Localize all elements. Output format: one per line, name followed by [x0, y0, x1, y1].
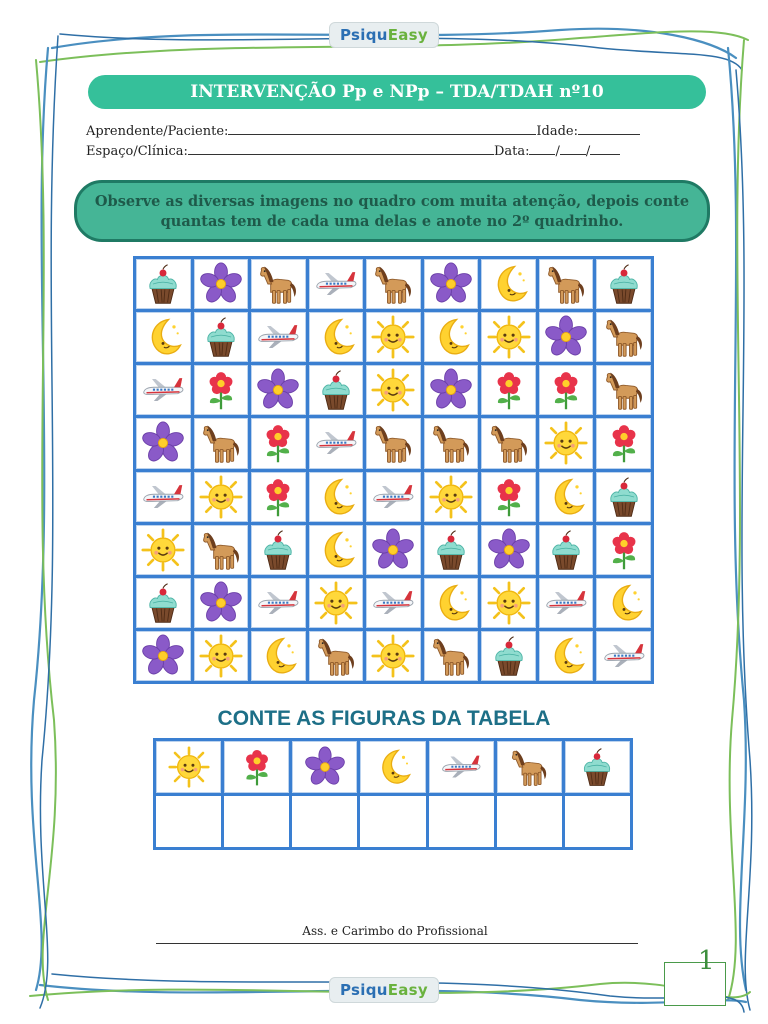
horse-icon — [314, 634, 358, 678]
grid-cell — [481, 259, 536, 309]
grid-cell — [366, 259, 421, 309]
moon-icon — [314, 475, 358, 519]
sun-icon — [199, 475, 243, 519]
grid-cell — [136, 312, 191, 362]
moon-icon — [544, 634, 588, 678]
grid-cell — [194, 312, 249, 362]
moon-icon — [314, 315, 358, 359]
count-figure-cell — [565, 741, 630, 793]
grid-cell — [539, 365, 594, 415]
count-figure-cell — [292, 741, 357, 793]
flower-icon — [487, 528, 531, 572]
place-field[interactable] — [188, 142, 494, 155]
sun-icon — [371, 368, 415, 412]
moon-icon — [602, 581, 646, 625]
sun-icon — [544, 421, 588, 465]
horse-icon — [371, 262, 415, 306]
flower-icon — [429, 368, 473, 412]
grid-cell — [481, 312, 536, 362]
rose-icon — [256, 421, 300, 465]
page-title: INTERVENÇÃO Pp e NPp – TDA/TDAH nº10 — [88, 75, 706, 109]
horse-icon — [487, 421, 531, 465]
grid-cell — [136, 578, 191, 628]
logo-text-part1: Psiqu — [340, 981, 388, 999]
psiqueasy-logo-top — [329, 22, 439, 48]
date-day-field[interactable] — [529, 142, 555, 155]
grid-cell — [424, 525, 479, 575]
page-number-box — [664, 962, 726, 1006]
grid-cell — [366, 365, 421, 415]
cupcake-icon — [429, 528, 473, 572]
cupcake-icon — [602, 475, 646, 519]
rose-icon — [487, 475, 531, 519]
grid-cell — [596, 312, 651, 362]
count-table — [153, 738, 633, 850]
grid-cell — [309, 631, 364, 681]
grid-cell — [136, 418, 191, 468]
grid-cell — [251, 525, 306, 575]
grid-cell — [596, 418, 651, 468]
sun-icon — [429, 475, 473, 519]
grid-cell — [424, 631, 479, 681]
grid-cell — [481, 418, 536, 468]
flower-icon — [199, 262, 243, 306]
logo-text-part2: Easy — [387, 26, 428, 44]
grid-cell — [481, 472, 536, 522]
sun-icon — [199, 634, 243, 678]
horse-icon — [371, 421, 415, 465]
grid-cell — [309, 472, 364, 522]
cupcake-icon — [602, 262, 646, 306]
grid-cell — [539, 418, 594, 468]
count-answer-cell[interactable] — [429, 796, 494, 848]
logo-text-part2: Easy — [387, 981, 428, 999]
grid-cell — [251, 365, 306, 415]
grid-cell — [596, 578, 651, 628]
instruction-line-2: quantas tem de cada uma delas e anote no 2º quadrinho. — [160, 213, 624, 230]
plane-icon — [314, 262, 358, 306]
grid-cell — [539, 631, 594, 681]
logo-text-part1: Psiqu — [340, 26, 388, 44]
grid-cell — [309, 312, 364, 362]
horse-icon — [199, 421, 243, 465]
plane-icon — [544, 581, 588, 625]
sun-icon — [314, 581, 358, 625]
grid-cell — [136, 472, 191, 522]
plane-icon — [141, 368, 185, 412]
rose-icon — [236, 746, 278, 788]
rose-icon — [544, 368, 588, 412]
grid-cell — [596, 631, 651, 681]
rose-icon — [199, 368, 243, 412]
grid-cell — [539, 578, 594, 628]
grid-cell — [194, 472, 249, 522]
grid-cell — [194, 259, 249, 309]
grid-cell — [539, 312, 594, 362]
rose-icon — [487, 368, 531, 412]
picture-grid — [133, 256, 654, 684]
grid-cell — [194, 418, 249, 468]
grid-cell — [136, 365, 191, 415]
grid-cell — [596, 525, 651, 575]
count-figure-cell — [429, 741, 494, 793]
sun-icon — [487, 315, 531, 359]
count-answer-cell[interactable] — [224, 796, 289, 848]
grid-cell — [251, 631, 306, 681]
grid-cell — [194, 365, 249, 415]
page-number: 1 — [698, 946, 715, 976]
date-separator: / — [585, 144, 591, 159]
cupcake-icon — [256, 528, 300, 572]
grid-cell — [309, 578, 364, 628]
signature-line — [156, 943, 638, 944]
plane-icon — [440, 746, 482, 788]
grid-cell — [136, 259, 191, 309]
plane-icon — [371, 475, 415, 519]
grid-cell — [309, 525, 364, 575]
instruction-line-1: Observe as diversas imagens no quadro com muita atenção, depois conte — [94, 193, 690, 210]
cupcake-icon — [576, 746, 618, 788]
grid-cell — [539, 472, 594, 522]
sun-icon — [371, 634, 415, 678]
moon-icon — [256, 634, 300, 678]
sun-icon — [487, 581, 531, 625]
sun-icon — [168, 746, 210, 788]
grid-cell — [539, 525, 594, 575]
horse-icon — [429, 421, 473, 465]
cupcake-icon — [141, 581, 185, 625]
count-figure-cell — [156, 741, 221, 793]
cupcake-icon — [487, 634, 531, 678]
count-answer-cell[interactable] — [292, 796, 357, 848]
grid-cell — [251, 578, 306, 628]
cupcake-icon — [141, 262, 185, 306]
flower-icon — [544, 315, 588, 359]
grid-cell — [481, 365, 536, 415]
grid-cell — [424, 365, 479, 415]
count-section-title: CONTE AS FIGURAS DA TABELA — [217, 707, 551, 730]
grid-cell — [136, 525, 191, 575]
grid-cell — [366, 631, 421, 681]
patient-field[interactable] — [228, 122, 536, 135]
grid-cell — [596, 472, 651, 522]
moon-icon — [429, 581, 473, 625]
grid-cell — [194, 578, 249, 628]
horse-icon — [199, 528, 243, 572]
grid-cell — [366, 578, 421, 628]
grid-cell — [366, 418, 421, 468]
rose-icon — [602, 421, 646, 465]
patient-label: Aprendente/Paciente: — [86, 124, 229, 139]
grid-cell — [251, 418, 306, 468]
cupcake-icon — [199, 315, 243, 359]
grid-cell — [596, 365, 651, 415]
flower-icon — [371, 528, 415, 572]
sun-icon — [141, 528, 185, 572]
sun-icon — [371, 315, 415, 359]
grid-cell — [251, 259, 306, 309]
grid-cell — [539, 259, 594, 309]
date-year-field[interactable] — [590, 142, 620, 155]
flower-icon — [304, 746, 346, 788]
rose-icon — [256, 475, 300, 519]
count-figure-cell — [224, 741, 289, 793]
plane-icon — [314, 421, 358, 465]
plane-icon — [256, 581, 300, 625]
grid-cell — [194, 525, 249, 575]
cupcake-icon — [544, 528, 588, 572]
grid-cell — [309, 365, 364, 415]
date-label: Data: — [493, 144, 530, 159]
grid-cell — [366, 312, 421, 362]
grid-cell — [481, 578, 536, 628]
moon-icon — [372, 746, 414, 788]
horse-icon — [508, 746, 550, 788]
place-label: Espaço/Clínica: — [86, 144, 188, 159]
instruction-box — [74, 180, 710, 242]
plane-icon — [602, 634, 646, 678]
psiqueasy-logo-bottom — [329, 977, 439, 1003]
grid-cell — [136, 631, 191, 681]
grid-cell — [309, 418, 364, 468]
grid-cell — [309, 259, 364, 309]
grid-cell — [424, 312, 479, 362]
count-answer-cell[interactable] — [565, 796, 630, 848]
moon-icon — [141, 315, 185, 359]
flower-icon — [256, 368, 300, 412]
date-month-field[interactable] — [560, 142, 586, 155]
grid-cell — [424, 472, 479, 522]
count-answer-cell[interactable] — [497, 796, 562, 848]
flower-icon — [199, 581, 243, 625]
cupcake-icon — [314, 368, 358, 412]
grid-cell — [251, 472, 306, 522]
horse-icon — [602, 315, 646, 359]
grid-cell — [481, 631, 536, 681]
grid-cell — [366, 525, 421, 575]
plane-icon — [141, 475, 185, 519]
form-line-patient — [86, 122, 640, 139]
plane-icon — [256, 315, 300, 359]
age-field[interactable] — [578, 122, 640, 135]
flower-icon — [141, 421, 185, 465]
form-line-place — [86, 142, 620, 159]
signature-label: Ass. e Carimbo do Profissional — [302, 924, 488, 938]
grid-cell — [424, 418, 479, 468]
date-separator: / — [555, 144, 560, 159]
count-figure-cell — [360, 741, 425, 793]
count-figure-cell — [497, 741, 562, 793]
moon-icon — [487, 262, 531, 306]
moon-icon — [314, 528, 358, 572]
age-label: Idade: — [536, 124, 578, 139]
horse-icon — [544, 262, 588, 306]
count-answer-cell[interactable] — [360, 796, 425, 848]
grid-cell — [481, 525, 536, 575]
moon-icon — [429, 315, 473, 359]
horse-icon — [602, 368, 646, 412]
grid-cell — [596, 259, 651, 309]
flower-icon — [429, 262, 473, 306]
moon-icon — [544, 475, 588, 519]
flower-icon — [141, 634, 185, 678]
horse-icon — [256, 262, 300, 306]
grid-cell — [424, 259, 479, 309]
grid-cell — [194, 631, 249, 681]
grid-cell — [424, 578, 479, 628]
grid-cell — [251, 312, 306, 362]
rose-icon — [602, 528, 646, 572]
horse-icon — [429, 634, 473, 678]
count-answer-cell[interactable] — [156, 796, 221, 848]
grid-cell — [366, 472, 421, 522]
plane-icon — [371, 581, 415, 625]
